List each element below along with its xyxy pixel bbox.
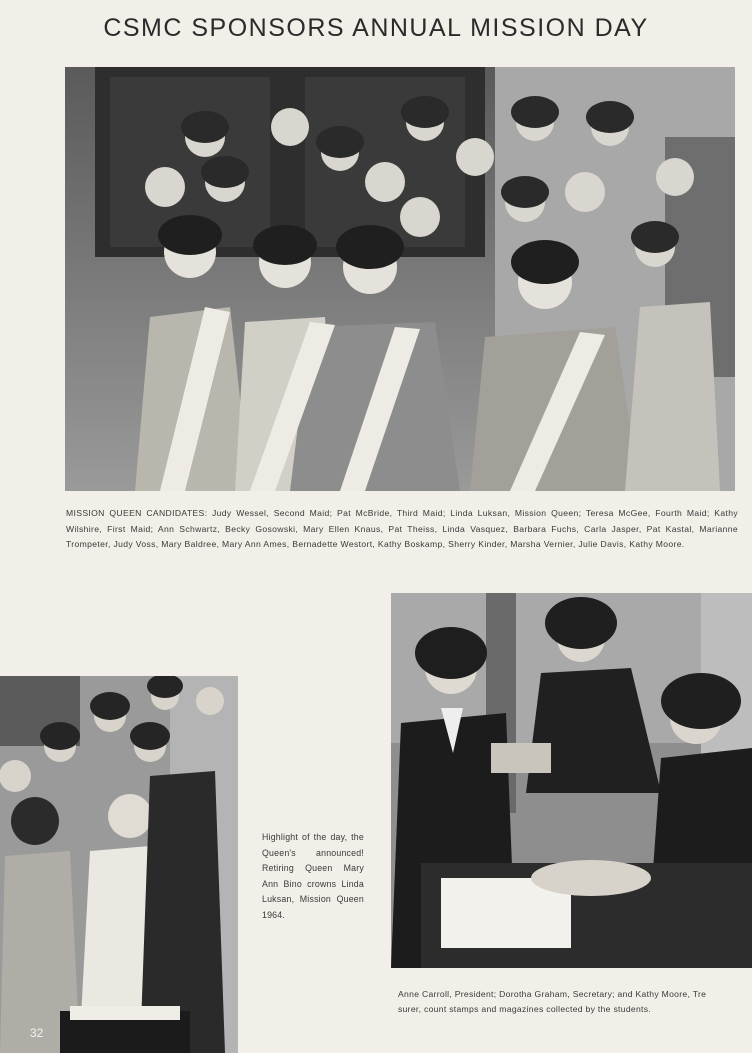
officers-caption-line-2: surer, count stamps and magazines collected by the students. (398, 1003, 652, 1014)
page-number: 32 (30, 1026, 44, 1040)
candidates-caption: MISSION QUEEN CANDIDATES: Judy Wessel, Second Maid; Pat McBride, Third Maid; Linda Luksan, Mission Queen; Teresa McGee, Fourth Maid; Kathy Wilshire, First Maid; Ann Schwartz, Becky Gosowski, Mary Ellen Knaus, Pat Theiss, Linda Vasquez, Barbara Fuchs, Carla Jasper, Pat Kastal, Marianne Trompeter, Judy Voss, Mary Baldree, Mary Ann Ames, Bernadette Westort, Kathy Boskamp, Sherry Kinder, Marsha Vernier, Julie Davis, Kathy Moore. (66, 508, 738, 549)
officers-caption (398, 987, 752, 1016)
crowning-caption: Highlight of the day, the Queen's announced! Retiring Queen Mary Ann Bino crowns Linda Luksan, Mission Queen 1964. (262, 832, 364, 920)
officers-counting-stamps-photo (391, 593, 752, 968)
page-title: CSMC SPONSORS ANNUAL MISSION DAY (103, 14, 649, 42)
officers-caption-line-1: Anne Carroll, President; Dorotha Graham, Secretary; and Kathy Moore, Tre (398, 989, 707, 999)
mission-queen-candidates-photo (65, 67, 735, 491)
crowning-ceremony-photo (0, 676, 238, 1053)
